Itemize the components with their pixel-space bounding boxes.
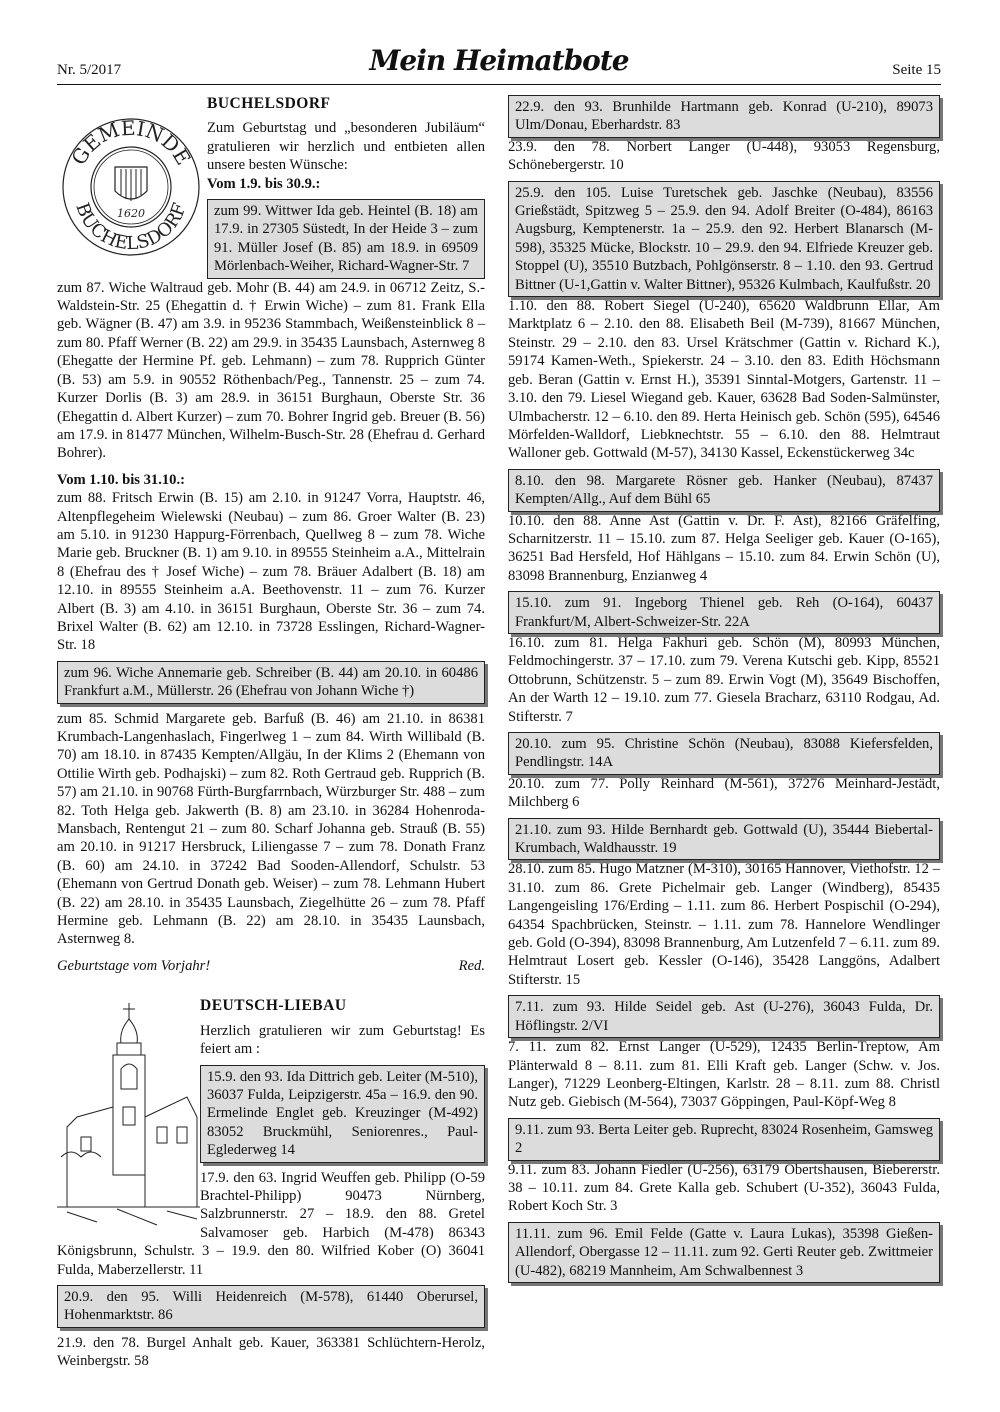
svg-text:BUCHELSDORF: BUCHELSDORF bbox=[71, 200, 191, 255]
highlight-box: 11.11. zum 96. Emil Felde (Gatte v. Laura Lukas), 35398 Gießen-Allendorf, Obergasse 12 – 11.11. zum 92. Gerti Reuter geb. Zwittmeier (U-482), 68219 Mannheim, Am Schwalbennest 3 bbox=[508, 1222, 940, 1283]
issue-number: Nr. 5/2017 bbox=[57, 62, 122, 78]
date-range-october: Vom 1.10. bis 31.10.: bbox=[57, 471, 185, 488]
highlight-box: 15.10. zum 91. Ingeborg Thienel geb. Reh (O-164), 60437 Frankfurt/M, Albert-Schweizer-Str. 22A bbox=[508, 591, 940, 634]
birthday-list: 16.10. zum 81. Helga Fakhuri geb. Schön (M), 80993 München, Feldmochingerstr. 37 – 17.10. zum 79. Verena Kutschi geb. Kipp, 85521 Ottobrunn, Schützenstr. 5 – zum 89. Erwin Vogt (M), 35649 Bischoffen, An der Warth 12 – 19.10. zum 77. Giesela Bracharz, 63110 Rodgau, Ad. Stifterstr. 7 bbox=[508, 634, 940, 725]
section-heading-buchelsdorf: BUCHELSDORF bbox=[207, 95, 331, 112]
birthday-list: zum 85. Schmid Margarete geb. Barfuß (B. 46) am 21.10. in 86381 Krumbach-Langenhaslach, Fingerlweg 1 – zum 84. Wirth Willibald (B. 70) am 18.10. in 87435 Kempten/Allgäu, In der Klims 2 (Ehemann von Ottilie Wirth geb. Podhajski) – zum 82. Roth Gertraud geb. Rupprich (B. 57) am 21.10. in 90768 Fürth-Burgfarrnbach, Würzburger Str. 488 – zum 82. Toth Helga geb. Jakwerth (B. 8) am 23.10. in 36284 Hohenroda-Mansbach, Rentengut 21 – zum 80. Scharf Johanna geb. Strauß (B. 55) am 20.10. in 91217 Hersbruck, Liliengasse 7 – zum 78. Donath Franz (B. 60) am 24.10. in 37242 Bad Sooden-Allendorf, Schulstr. 53 (Ehemann von Gertrud Donath geb. Weiser) – zum 78. Lehmann Hubert (B. 22) am 28.10. in 35435 Launsbach, Ziegelhütte 26 – zum 78. Pfaff Hermine geb. Lehmann (B. 22) am 28.10. in 35435 Launsbach, Asternweg 8. bbox=[57, 710, 485, 948]
birthday-list: 20.10. zum 77. Polly Reinhard (M-561), 37276 Meinhard-Jestädt, Milchberg 6 bbox=[508, 775, 940, 811]
highlight-box: 9.11. zum 93. Berta Leiter geb. Ruprecht, 83024 Rosenheim, Gamsweg 2 bbox=[508, 1118, 940, 1161]
birthday-list: 7. 11. zum 82. Ernst Langer (U-529), 12435 Berlin-Treptow, Am Plänterwald 8 – 8.11. zum 81. Elli Kraft geb. Langer (Schw. v. Jos. Langer), 71229 Leonberg-Eltingen, Karlstr. 28 – 8.11. zum 88. Christl Nutz geb. Giebisch (M-564), 73037 Göppingen, Paul-Köpf-Weg 8 bbox=[508, 1039, 940, 1111]
section-heading-deutsch-liebau: DEUTSCH-LIEBAU bbox=[200, 997, 347, 1015]
highlight-box: 15.9. den 93. Ida Dittrich geb. Leiter (M-510), 36037 Fulda, Leipzigerstr. 45a – 16.9. den 90. Ermelinde Englet geb. Kreuzinger (M-492) 83052 Bruckmühl, Seniorenres., Paul-Eglederweg 14 bbox=[200, 1065, 485, 1163]
signature-line bbox=[57, 957, 485, 975]
highlight-box: 21.10. zum 93. Hilde Bernhardt geb. Gottwald (U), 35444 Biebertal-Krumbach, Waldhausstr. 19 bbox=[508, 818, 940, 861]
highlight-box: 20.9. den 95. Willi Heidenreich (M-578), 61440 Oberursel, Hohenmarktstr. 86 bbox=[57, 1285, 485, 1328]
liebau-intro: Herzlich gratulieren wir zum Geburtstag! Es feiert am : bbox=[200, 1022, 485, 1058]
highlight-box: 25.9. den 105. Luise Turetschek geb. Jaschke (Neubau), 83556 Grießstädt, Spitzweg 5 – 25.9. den 94. Adolf Breiter (O-484), 86163 Augsburg, Kemptenerstr. 1a – 25.9. den 92. Herbert Blanarsch (M-598), 35325 Mücke, Blockstr. 10 – 29.9. den 94. Elfriede Kreuzer geb. Stoppel (U), 35510 Butzbach, Pohlgönserstr. 8 – 1.10. den 93. Gertrud Bittner (U-1,Gattin v. Walter Bittner), 95326 Kulmbach, Kaulfußstr. 20 bbox=[508, 181, 940, 297]
highlight-box: 8.10. den 98. Margarete Rösner geb. Hanker (Neubau), 87437 Kempten/Allg., Auf dem Bühl 65 bbox=[508, 469, 940, 512]
church-illustration-icon bbox=[57, 997, 200, 1227]
signature-red: Red. bbox=[458, 957, 485, 974]
birthday-list: 10.10. den 88. Anne Ast (Gattin v. Dr. F. Ast), 82166 Gräfelfing, Scharnitzerstr. 11 – 15.10. zum 87. Helga Seeliger geb. Kauer (O-165), 36251 Bad Hersfeld, Hof Hählgans – 15.10. zum 84. Erwin Schön (U), 83098 Brannenburg, Enzianweg 4 bbox=[508, 512, 940, 584]
date-range-september: Vom 1.9. bis 30.9.: bbox=[207, 175, 321, 192]
buchelsdorf-seal-icon bbox=[57, 95, 207, 270]
svg-text:GEMEINDE: GEMEINDE bbox=[66, 115, 196, 170]
left-column bbox=[57, 95, 485, 1371]
birthday-list: 23.9. den 78. Norbert Langer (U-448), 93053 Regensburg, Schönebergerstr. 10 bbox=[508, 138, 940, 174]
svg-text:1620: 1620 bbox=[117, 207, 145, 220]
signature-note: Geburtstage vom Vorjahr! bbox=[57, 957, 211, 974]
birthday-list: zum 87. Wiche Waltraud geb. Mohr (B. 44) am 24.9. in 06712 Zeitz, S.-Waldstein-Str. 25 (Ehegattin d. † Erwin Wiche) – zum 81. Frank Ella geb. Wägner (B. 47) am 3.9. in 95236 Stammbach, Weißensteinblick 8 – zum 80. Pfaff Werner (B. 22) am 29.9. in 35435 Launsbach, Asternweg 8 (Ehegatte der Hermine Pf. geb. Lehmann) – zum 78. Rupprich Günter (B. 53) am 5.9. in 90552 Röthenbach/Peg., Tannenstr. 25 – zum 74. Kurzer Dorlis (B. 3) am 28.9. in 36151 Burghaun, Oberste Str. 36 (Ehegattin d. Albert Kurzer) – zum 70. Bohrer Ingrid geb. Breuer (B. 56) am 17.9. in 81477 München, Wilhelm-Busch-Str. 28 (Ehefrau d. Gerhard Bohrer). bbox=[57, 279, 485, 462]
birthday-list: 28.10. zum 85. Hugo Matzner (M-310), 30165 Hannover, Viethofstr. 12 – 31.10. zum 86. Grete Pichelmair geb. Langer (Windberg), 85435 Langengeisling 176/Erding – 1.11. zum 86. Herbert Pospischil (O-294), 64354 Spachbrücken, Steinstr. – 1.11. zum 78. Hannelore Wendlinger geb. Gold (O-394), 83098 Brannenburg, Am Lutzenfeld 7 – 6.11. zum 89. Helmtraut Losert geb. Kessler (O-146), 35428 Langgöns, Adalbert Stifterstr. 15 bbox=[508, 861, 940, 988]
birthday-list: 17.9. den 63. Ingrid Weuffen geb. Philipp (O-59 Brachtel-Philipp) 90473 Nürnberg, Salzbrunnerstr. 27 – 18.9. den 88. Gretel Salvamoser geb. Harbich (M-478) 86343 Königsbrunn, Schulstr. 3 – 19.9. den 80. Wilfried Kober (O) 36041 Fulda, Maberzellerstr. 11 bbox=[57, 1169, 485, 1278]
highlight-box: zum 99. Wittwer Ida geb. Heintel (B. 18) am 17.9. in 27305 Süstedt, In der Heide 3 – zum 91. Müller Josef (B. 85) am 18.9. in 69509 Mörlenbach-Weiher, Richard-Wagner-Str. 7 bbox=[207, 199, 485, 279]
birthday-list: 1.10. den 88. Robert Siegel (U-240), 65620 Waldbrunn Ellar, Am Marktplatz 6 – 2.10. den 88. Elisabeth Beil (M-739), 81667 München, Steinstr. 29 – 2.10. den 83. Ursel Krätschmer (Gattin v. Richard K.), 59174 Kamen-Weth., Spiekerstr. 24 – 3.10. den 83. Edith Höchsmann geb. Beran (Gattin v. Ernst H.), 35391 Sinntal-Motgers, Gartenstr. 11 – 3.10. den 79. Liesel Wiegand geb. Kauer, 63628 Bad Soden-Salmünster, Ulmbacherstr. 12 – 6.10. den 89. Herta Heinisch geb. Schön (595), 64546 Mörfelden-Walldorf, Liebknechtstr. 55 – 6.10. den 88. Helmtraut Walloner geb. Gottwald (M-57), 34130 Kassel, Eckenstückerweg 34c bbox=[508, 298, 940, 462]
highlight-box: 20.10. zum 95. Christine Schön (Neubau), 83088 Kiefersfelden, Pendlingstr. 14A bbox=[508, 732, 940, 775]
birthday-list: zum 88. Fritsch Erwin (B. 15) am 2.10. in 91247 Vorra, Hauptstr. 46, Altenpflegeheim Wielewski (Neubau) – zum 86. Groer Walter (B. 23) am 5.10. in 91230 Happurg-Förrenbach, Quellweg 8 – zum 78. Wiche Marie geb. Bruckner (B. 1) am 9.10. in 89555 Steinheim a.A., Mittelrain 8 (Ehefrau des † Josef Wiche) – zum 78. Bräuer Adalbert (B. 18) am 12.10. in 89555 Steinheim a.A. Beethovenstr. 11 – zum 76. Kurzer Albert (B. 3) am 4.10. in 36151 Burghaun, Oberste Str. 36 – zum 74. Brixel Walter (B. 62) am 12.10. in 73728 Esslingen, Richard-Wagner-Str. 18 bbox=[57, 490, 485, 654]
birthday-list: 9.11. zum 83. Johann Fiedler (U-256), 63179 Obertshausen, Biebererstr. 38 – 10.11. zum 84. Grete Kalla geb. Schubert (U-352), 36043 Fulda, Robert Koch Str. 3 bbox=[508, 1161, 940, 1215]
highlight-box: 7.11. zum 93. Hilde Seidel geb. Ast (U-276), 36043 Fulda, Dr. Höflingstr. 2/VI bbox=[508, 995, 940, 1038]
header-rule bbox=[57, 84, 941, 85]
highlight-box: zum 96. Wiche Annemarie geb. Schreiber (B. 44) am 20.10. in 60486 Frankfurt a.M., Müllerstr. 26 (Ehefrau von Johann Wiche †) bbox=[57, 661, 485, 704]
page-number: Seite 15 bbox=[892, 62, 941, 78]
masthead-title: Mein Heimatbote bbox=[369, 44, 629, 77]
birthday-list: 21.9. den 78. Burgel Anhalt geb. Kauer, 363381 Schlüchtern-Herolz, Weinbergstr. 58 bbox=[57, 1334, 485, 1370]
right-column bbox=[508, 95, 940, 1283]
highlight-box: 22.9. den 93. Brunhilde Hartmann geb. Konrad (U-210), 89073 Ulm/Donau, Eberhardstr. 83 bbox=[508, 95, 940, 138]
page-header bbox=[57, 38, 941, 88]
buchelsdorf-intro: Zum Geburtstag und „besonderen Jubiläum“ gratulieren wir herzlich und entbieten allen unsere besten Wünsche: bbox=[207, 120, 485, 174]
